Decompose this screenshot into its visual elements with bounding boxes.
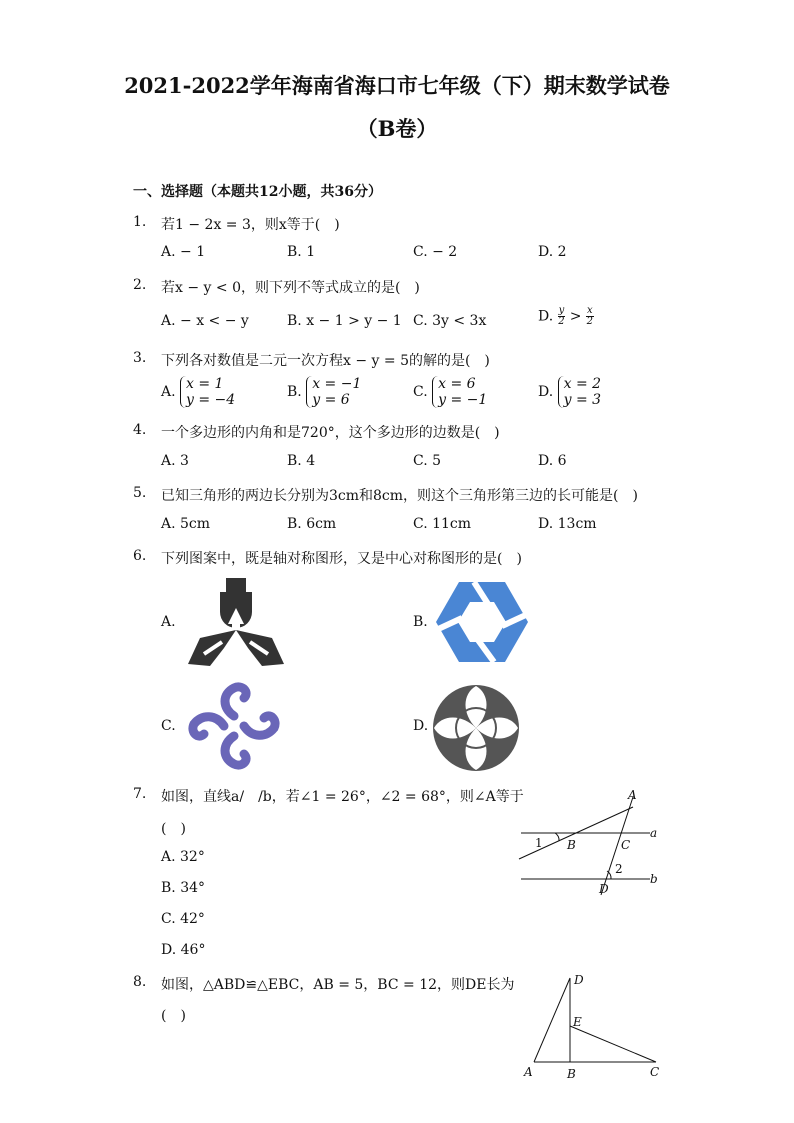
- q3-b-label: B.: [287, 384, 302, 400]
- q2-d-den-left: 2: [558, 316, 565, 327]
- q6-option-a-label: A.: [161, 614, 176, 630]
- q7-figure: [515, 785, 665, 900]
- q4-option-a: A. 3: [161, 453, 189, 469]
- q6-option-d-label: D.: [413, 718, 429, 734]
- section-heading: 一、选择题（本题共12小题，共36分）: [133, 184, 382, 200]
- q3-d-system: [558, 376, 601, 408]
- trefoil-logo-icon: [188, 578, 284, 666]
- q3-b-eq1: x = −1: [312, 376, 362, 392]
- q7-option-b: B. 34°: [161, 880, 206, 896]
- q1-option-c: C. − 2: [413, 244, 458, 260]
- q2-option-d-label: D.: [538, 308, 554, 325]
- q4-option-d: D. 6: [538, 453, 567, 469]
- q7-label-A: A: [628, 788, 637, 802]
- q1-option-b: B. 1: [287, 244, 316, 260]
- q3-option-a: [161, 376, 235, 408]
- q7-label-1: 1: [535, 836, 543, 850]
- circle-petals-icon: [433, 685, 519, 771]
- q6-option-b-label: B.: [413, 614, 428, 630]
- q6-option-c-label: C.: [161, 718, 176, 734]
- q2-option-d-fraction-right: [586, 306, 594, 327]
- q5-option-b: B. 6cm: [287, 516, 337, 532]
- q3-b-system: [306, 376, 361, 408]
- q3-a-eq1: x = 1: [186, 376, 224, 392]
- q2-option-d: [538, 306, 594, 327]
- q1-number: 1.: [133, 214, 147, 230]
- q3-option-b: [287, 376, 361, 408]
- q7-text-cont: ( ): [161, 821, 186, 837]
- q5-option-c: C. 11cm: [413, 516, 472, 532]
- q3-a-eq2: y = −4: [186, 392, 236, 408]
- q2-option-b: B. x − 1 > y − 1: [287, 313, 402, 329]
- page-title: 2021-2022学年海南省海口市七年级（下）期末数学试卷: [124, 73, 670, 98]
- q4-number: 4.: [133, 422, 147, 438]
- q8-figure: [518, 970, 668, 1082]
- q8-label-B: B: [567, 1067, 576, 1081]
- q3-c-eq1: x = 6: [438, 376, 476, 392]
- q7-option-c: C. 42°: [161, 911, 205, 927]
- q2-option-c: C. 3y < 3x: [413, 313, 487, 329]
- q7-label-C: C: [621, 838, 631, 852]
- angle-1-arc: [555, 833, 559, 841]
- q3-a-system: [180, 376, 235, 408]
- q6-option-a-figure: [184, 578, 288, 668]
- q7-text: 如图，直线a/ /b，若∠1 = 26°，∠2 = 68°，则∠A等于: [161, 789, 524, 805]
- q3-option-d: [538, 376, 601, 408]
- q5-option-d: D. 13cm: [538, 516, 597, 532]
- q3-a-label: A.: [161, 384, 176, 400]
- q3-c-eq2: y = −1: [438, 392, 488, 408]
- q2-number: 2.: [133, 277, 147, 293]
- q7-option-d: D. 46°: [161, 942, 206, 958]
- segment-da: [534, 978, 570, 1062]
- q7-option-a: A. 32°: [161, 849, 205, 865]
- q1-option-a: A. − 1: [161, 244, 206, 260]
- q3-d-label: D.: [538, 384, 554, 400]
- q8-label-C: C: [650, 1065, 660, 1079]
- q8-number: 8.: [133, 974, 147, 990]
- q6-number: 6.: [133, 548, 147, 564]
- q2-d-num-left: y: [558, 305, 565, 316]
- q2-d-den-right: 2: [586, 316, 593, 327]
- q5-text: 已知三角形的两边长分别为3cm和8cm，则这个三角形第三边的长可能是( ): [161, 488, 638, 504]
- q3-option-c: [413, 376, 487, 408]
- q6-option-c-figure: [184, 680, 284, 772]
- q5-option-a: A. 5cm: [161, 516, 211, 532]
- q2-d-operator: >: [569, 308, 582, 325]
- four-curl-icon: [193, 687, 275, 765]
- page-subtitle: （B卷）: [356, 116, 438, 141]
- q8-label-D: D: [574, 973, 584, 987]
- q3-number: 3.: [133, 350, 147, 366]
- q5-number: 5.: [133, 485, 147, 501]
- q4-text: 一个多边形的内角和是720°，这个多边形的边数是( ): [161, 425, 500, 441]
- q7-label-a: a: [650, 826, 658, 840]
- q8-label-A: A: [524, 1065, 533, 1079]
- q3-d-eq2: y = 3: [563, 392, 602, 408]
- q7-label-b: b: [650, 872, 658, 886]
- q7-label-D: D: [599, 882, 609, 896]
- q1-option-d: D. 2: [538, 244, 567, 260]
- q2-d-num-right: x: [586, 305, 593, 316]
- q3-d-eq1: x = 2: [563, 376, 602, 392]
- q2-text: 若x − y < 0，则下列不等式成立的是( ): [161, 280, 420, 296]
- segment-ec: [570, 1026, 656, 1062]
- q3-b-eq2: y = 6: [312, 392, 350, 408]
- q6-option-b-figure: [436, 580, 528, 664]
- q6-text: 下列图案中，既是轴对称图形，又是中心对称图形的是( ): [161, 551, 522, 567]
- q3-c-system: [432, 376, 487, 408]
- hexagon-swirl-icon: [436, 582, 528, 662]
- q2-option-d-fraction-left: [558, 306, 566, 327]
- q6-option-d-figure: [432, 684, 520, 772]
- q4-option-b: B. 4: [287, 453, 316, 469]
- q1-text: 若1 − 2x = 3，则x等于( ): [161, 217, 340, 233]
- q8-label-E: E: [573, 1015, 582, 1029]
- q3-c-label: C.: [413, 384, 428, 400]
- q7-number: 7.: [133, 786, 147, 802]
- q3-text: 下列各对数值是二元一次方程x − y = 5的解的是( ): [161, 353, 490, 369]
- q8-text: 如图，△ABD≌△EBC，AB = 5，BC = 12，则DE长为: [161, 977, 515, 993]
- q4-option-c: C. 5: [413, 453, 442, 469]
- q8-text-cont: ( ): [161, 1008, 186, 1024]
- q2-option-a: A. − x < − y: [161, 313, 249, 329]
- q7-label-B: B: [567, 838, 576, 852]
- q7-label-2: 2: [615, 862, 623, 876]
